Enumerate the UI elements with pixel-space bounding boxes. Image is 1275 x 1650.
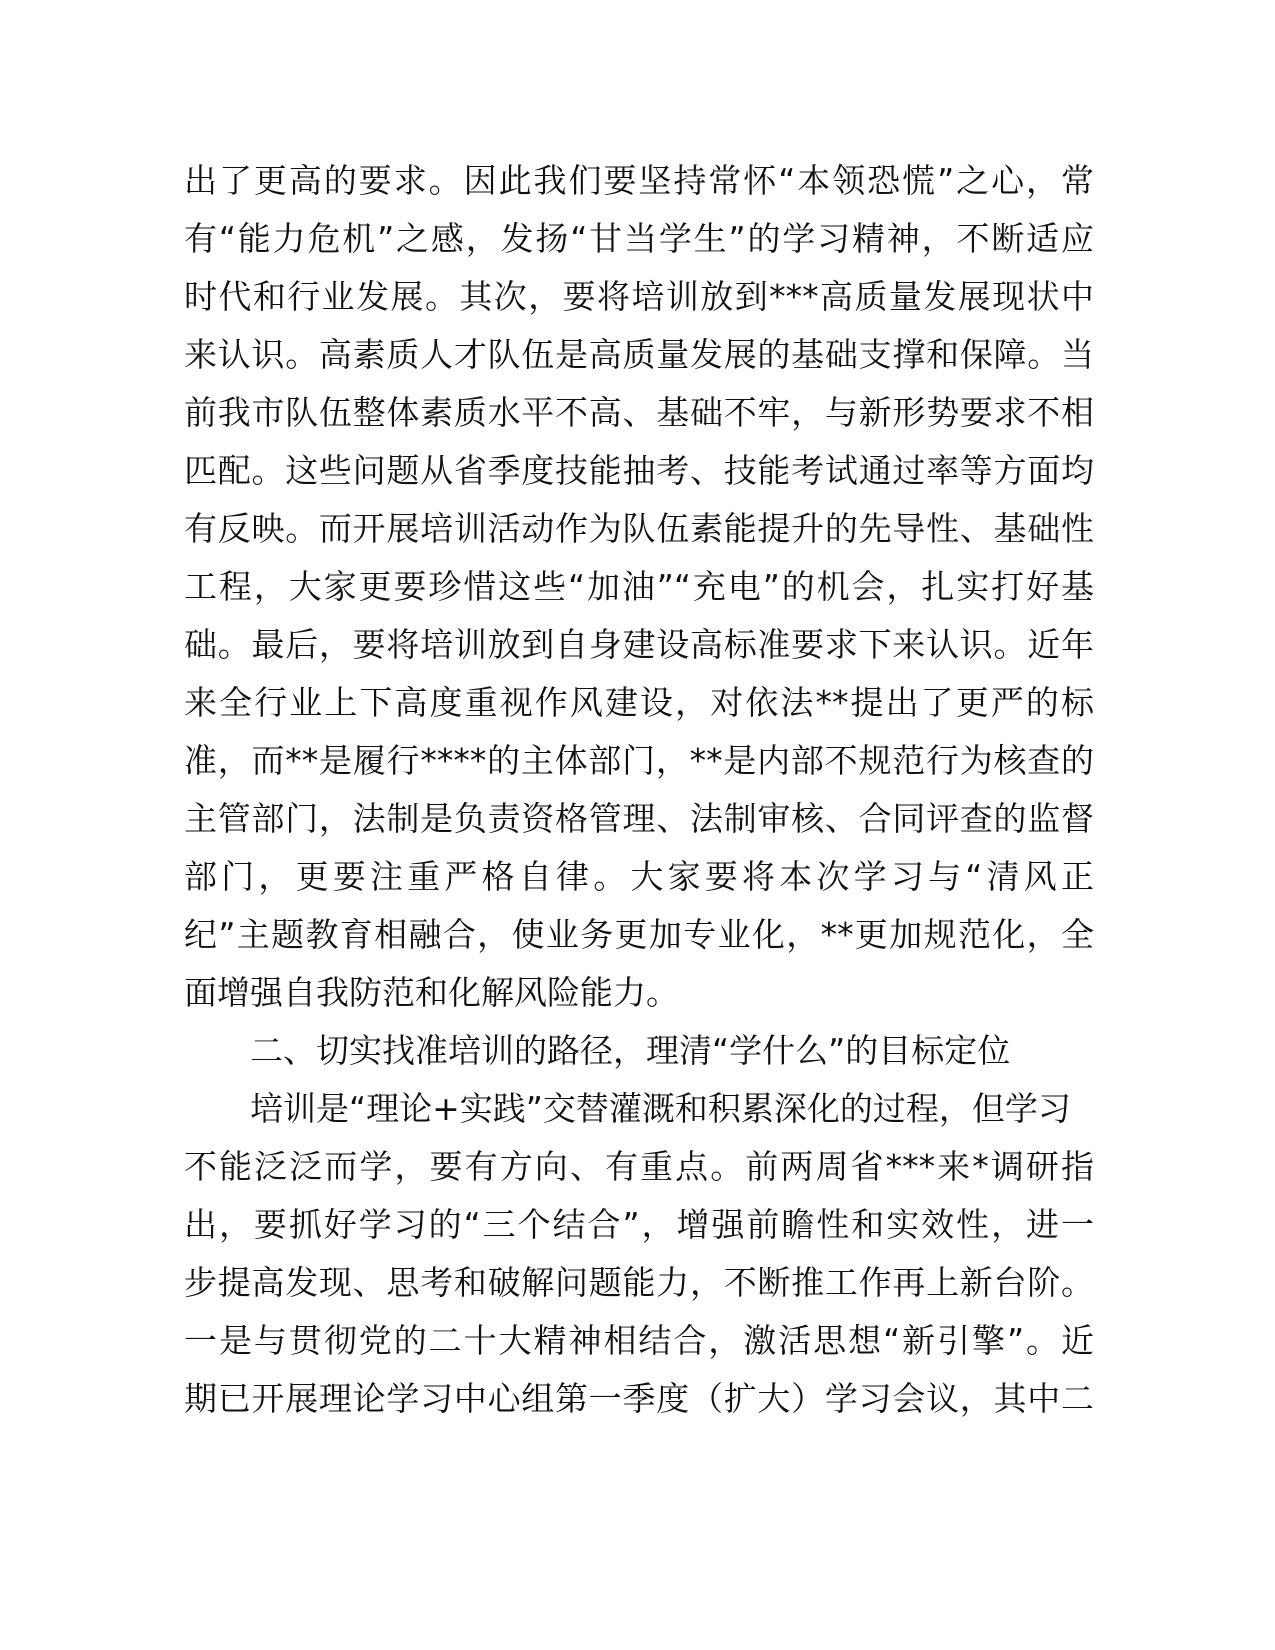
body-line: 有反映。而开展培训活动作为队伍素能提升的先导性、基础性 bbox=[184, 509, 1094, 548]
body-line: 出，要抓好学习的“三个结合”，增强前瞻性和实效性，进一 bbox=[184, 1205, 1094, 1244]
body-line: 主管部门，法制是负责资格管理、法制审核、合同评查的监督 bbox=[184, 799, 1094, 838]
body-line: 工程，大家更要珍惜这些“加油”“充电”的机会，扎实打好基 bbox=[184, 567, 1094, 606]
body-line: 时代和行业发展。其次，要将培训放到***高质量发展现状中 bbox=[184, 277, 1094, 316]
section-heading: 二、切实找准培训的路径，理清“学什么”的目标定位 bbox=[250, 1031, 1011, 1070]
body-line: 一是与贯彻党的二十大精神相结合，激活思想“新引擎”。近 bbox=[184, 1321, 1094, 1360]
body-line: 部门，更要注重严格自律。大家要将本次学习与“清风正 bbox=[184, 857, 1094, 896]
body-line: 面增强自我防范和化解风险能力。 bbox=[184, 973, 679, 1012]
body-line: 来认识。高素质人才队伍是高质量发展的基础支撑和保障。当 bbox=[184, 335, 1094, 374]
body-line: 础。最后，要将培训放到自身建设高标准要求下来认识。近年 bbox=[184, 625, 1094, 664]
body-line: 期已开展理论学习中心组第一季度（扩大）学习会议，其中二 bbox=[184, 1379, 1094, 1418]
document-body bbox=[184, 152, 1094, 1428]
body-line: 出了更高的要求。因此我们要坚持常怀“本领恐慌”之心，常 bbox=[184, 161, 1094, 200]
body-line: 来全行业上下高度重视作风建设，对依法**提出了更严的标 bbox=[184, 683, 1094, 722]
body-line: 准，而**是履行****的主体部门，**是内部不规范行为核查的 bbox=[184, 741, 1094, 780]
body-line: 培训是“理论+实践”交替灌溉和积累深化的过程，但学习 bbox=[250, 1089, 1071, 1128]
body-line: 有“能力危机”之感，发扬“甘当学生”的学习精神，不断适应 bbox=[184, 219, 1094, 258]
body-line: 步提高发现、思考和破解问题能力，不断推工作再上新台阶。 bbox=[184, 1263, 1094, 1302]
body-line: 匹配。这些问题从省季度技能抽考、技能考试通过率等方面均 bbox=[184, 451, 1094, 490]
body-line: 前我市队伍整体素质水平不高、基础不牢，与新形势要求不相 bbox=[184, 393, 1094, 432]
body-line: 纪”主题教育相融合，使业务更加专业化，**更加规范化，全 bbox=[184, 915, 1094, 954]
body-line: 不能泛泛而学，要有方向、有重点。前两周省***来*调研指 bbox=[184, 1147, 1094, 1186]
